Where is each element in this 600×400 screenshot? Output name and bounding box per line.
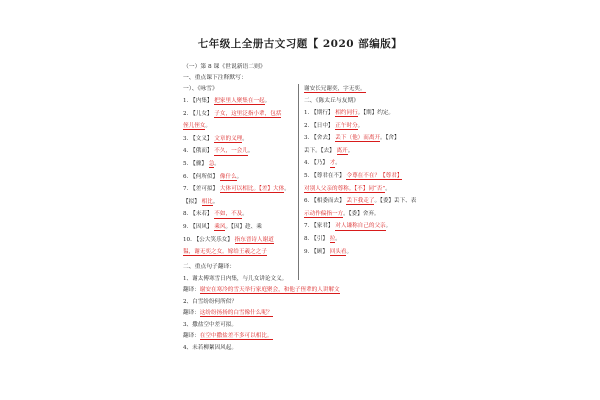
left-item-number: 7. [183, 186, 191, 193]
translation-answer-text: 在空中撒盐差不多可以相比。 [199, 333, 273, 339]
right-item [304, 236, 341, 243]
right-item-answer: 丢下（他）而离开 [335, 135, 381, 142]
right-item-number: 4. [304, 160, 312, 167]
left-item-number: 4. [183, 148, 191, 155]
right-item-term: 【引】 [311, 236, 330, 242]
right-item-term: 【相委而去】 [311, 198, 347, 205]
left-item-number: 9. [183, 224, 191, 230]
left-item-number: 8. [183, 211, 191, 218]
right-item-term: 【乃】 [311, 160, 330, 167]
left-item-tail: 。【因】趁、乘 [225, 224, 262, 230]
translation-source-text: 白雪纷纷何所似？ [192, 299, 237, 305]
right-item-answer: 令尊在不在？【尊君】 [346, 173, 403, 179]
translation-label: 翻译： [183, 287, 200, 293]
right-item-answer: 回头看 [329, 248, 347, 255]
left-item-term: 【儿女】 [190, 110, 215, 117]
right-item-answer: 示动作偏指一方 [304, 210, 344, 217]
left-item [183, 111, 281, 118]
column-divider [298, 84, 299, 280]
right-item-answer: 才 [329, 160, 336, 167]
left-item-term: 【骤】 [190, 161, 209, 167]
translation-source [183, 322, 237, 329]
left-item-number: 2. [183, 110, 191, 117]
left-item [183, 211, 248, 218]
left-column-header: 一）、《咏雪》 [183, 86, 218, 92]
translation-answer [183, 287, 340, 294]
right-item-answer: 拉 [329, 236, 336, 242]
left-item [183, 136, 248, 143]
left-item [183, 161, 220, 168]
translation-source [183, 299, 237, 306]
left-item-answer: 急 [208, 161, 215, 167]
part-one-heading: 一、重点课下注释默写： [183, 75, 247, 81]
right-item-number: 8. [304, 236, 312, 242]
right-item-number: 6. [304, 198, 312, 205]
left-item [183, 224, 262, 231]
right-item-number: 7. [304, 223, 312, 230]
left-item-tail: 。 [247, 148, 254, 155]
translation-source [183, 276, 287, 283]
right-item-number: 1. [304, 110, 312, 116]
right-item [304, 186, 391, 193]
left-item [183, 186, 290, 193]
left-item-tail: 。 [214, 161, 220, 167]
right-item [304, 135, 400, 142]
left-item-answer: 把家里人聚集在一起 [214, 98, 265, 104]
right-item [304, 160, 341, 167]
right-item-tail: 。【期】约定。 [357, 110, 395, 116]
translation-source-text: 谢太傅寒雪日内集，与儿女讲论文义。 [192, 276, 288, 282]
left-item-answer: 不如，不及 [214, 211, 243, 218]
left-item [183, 98, 270, 105]
left-item-answer: 韫，谢无奕之女。嫁给王羲之之子 [183, 249, 267, 256]
left-item-answer: 侄儿侄女 [183, 123, 206, 130]
translation-number: 2、 [183, 299, 193, 305]
left-item-number: 6. [183, 173, 191, 180]
right-item [304, 148, 353, 155]
left-item-term: 【内集】 [190, 98, 215, 104]
right-column-note [304, 86, 366, 93]
left-item [183, 249, 267, 256]
left-item-term: 【何所似】 [190, 173, 220, 180]
right-item-answer: 正午时分 [335, 122, 358, 129]
translation-number: 4、 [183, 345, 193, 351]
left-item-tail: 。 [242, 211, 248, 218]
right-item-tail: 。 [357, 122, 364, 129]
left-item-number: 10. [183, 236, 194, 243]
left-item-answer: 子女，这里泛指小辈，包括 [214, 110, 282, 117]
right-item-term: 【期行】 [311, 110, 336, 116]
translation-answer [183, 310, 273, 317]
left-item-number: 3. [183, 135, 191, 142]
right-item-number: 3. [304, 135, 312, 142]
right-item [304, 211, 380, 218]
translation-label: 翻译： [183, 310, 200, 316]
translation-number: 3、 [183, 322, 193, 328]
right-item [304, 198, 416, 205]
left-item-answer: 指东晋诗人谢道 [234, 236, 274, 243]
left-item-term: 【俄而】 [190, 148, 215, 155]
page-title: 七年级上全册古文习题【 2020 部编版】 [197, 38, 403, 50]
left-item-term: 【因风】 [190, 224, 215, 230]
translation-answer-text: 谢安在寒冷的雪天举行家庭聚会，和他子侄辈的人讲解文 [199, 287, 340, 293]
translation-answer [183, 333, 273, 340]
left-item-tail: 。 [284, 186, 290, 193]
right-item-answer: 离开 [336, 147, 348, 154]
right-item-tail: 。【舍】 [380, 135, 400, 142]
right-item-number: 9. [304, 248, 312, 255]
left-item-number: 1. [183, 98, 191, 104]
translation-answer-text: 这纷纷扬扬的白雪像什么呢？ [199, 310, 273, 316]
right-item-tail: 。 [385, 223, 392, 230]
left-item-term: 【未若】 [190, 211, 215, 218]
left-item-number: 5. [183, 161, 191, 167]
left-item-tail: 。 [242, 135, 248, 142]
right-item-term: 【日中】 [311, 122, 336, 129]
translation-source [183, 345, 237, 352]
left-item-answer: 不久，一会儿 [214, 148, 248, 155]
right-item-tail: 。 [347, 147, 354, 154]
right-item [304, 123, 363, 130]
right-item [304, 110, 394, 117]
left-item-tail: 。 [212, 198, 219, 205]
left-item-tail: 。 [236, 173, 243, 180]
right-item-tail: 。 [335, 236, 341, 242]
right-column-header: 二、《陈太丘与友期》 [304, 98, 360, 104]
left-item [183, 174, 242, 181]
right-item-tail: 。【委】丢下、表 [374, 198, 417, 205]
right-item-tail: 。 [335, 160, 341, 167]
right-item [304, 223, 391, 230]
left-item-answer: 相比 [201, 198, 213, 205]
lesson-heading: （一）第 8 课《世说新语二则》 [183, 64, 266, 70]
right-item-term: 【尊君在不】 [311, 173, 347, 179]
right-item-answer: 相约同行 [335, 110, 358, 116]
right-item-term: 【家君】 [311, 223, 336, 230]
right-item-term: 【顾】 [311, 248, 330, 255]
part-two-heading: 二、重点句子翻译： [183, 264, 236, 270]
left-item-term: 【公大笑乐女】 [193, 236, 235, 243]
left-item-answer: 大体可以相比。【差】大体 [219, 186, 285, 193]
right-item-tail: 。【委】舍弃。 [343, 210, 380, 217]
right-item-answer: 对别人父亲的尊称。【不】同“否” [304, 185, 386, 192]
right-item [304, 173, 402, 180]
right-item-tail: 。 [385, 185, 391, 192]
translation-source-text: 撒盐空中差可拟。 [192, 322, 237, 328]
left-item-answer: 文章的义理 [214, 135, 243, 142]
left-item-term: 【差可拟】 [190, 186, 220, 193]
left-item [183, 237, 274, 244]
translation-source-text: 未若柳絮因风起。 [192, 345, 237, 351]
left-item-tail: 。 [205, 123, 211, 130]
left-item [183, 148, 253, 155]
left-item [183, 199, 218, 206]
translation-label: 翻译： [183, 333, 200, 339]
right-item-number: 5. [304, 173, 312, 179]
left-item-answer: 像什么 [219, 173, 237, 180]
left-item-term: 【拟】 [183, 198, 202, 205]
right-item-term: 丢下。【去】 [304, 147, 337, 154]
right-item [304, 249, 352, 256]
left-item-answer: 乘风 [214, 224, 226, 230]
left-item-tail: 。 [264, 98, 271, 104]
translation-number: 1、 [183, 276, 193, 282]
left-item [183, 123, 211, 130]
right-item-tail: 。 [346, 248, 353, 255]
right-item-answer: 对人谦称自己的父亲 [335, 223, 386, 230]
right-column-note-text: 谢安长兄谢奕，字无奕。 [304, 86, 366, 92]
right-item-number: 2. [304, 122, 312, 129]
right-item-answer: 丢下我走了 [346, 198, 375, 205]
left-item-term: 【文义】 [190, 135, 215, 142]
right-item-term: 【舍去】 [311, 135, 336, 142]
